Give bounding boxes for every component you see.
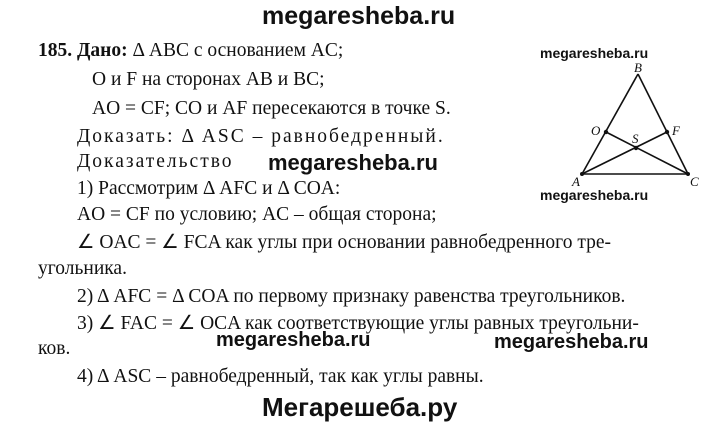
step-4: 4) Δ ASC – равнобедренный, так как углы равны. bbox=[77, 366, 484, 387]
segment-AF bbox=[582, 132, 667, 174]
watermark-diagram-top: megaresheba.ru bbox=[540, 45, 649, 61]
point-F bbox=[665, 130, 669, 134]
side-BC bbox=[638, 74, 688, 174]
watermark-top: megaresheba.ru bbox=[262, 2, 456, 30]
point-S bbox=[634, 146, 638, 150]
label-B: B bbox=[634, 62, 642, 75]
step-1d: угольника. bbox=[38, 258, 127, 279]
watermark-bottom: Мегарешеба.ру bbox=[262, 392, 458, 422]
segment-CO bbox=[606, 132, 688, 174]
watermark-mid: megaresheba.ru bbox=[268, 150, 438, 175]
step-3a: 3) ∠ FAC = ∠ OCA как соответствующие углы равных треугольни- bbox=[77, 313, 639, 334]
point-O bbox=[604, 130, 608, 134]
step-3b: ков. bbox=[38, 338, 71, 359]
step-1b: AO = CF по условию; AC – общая сторона; bbox=[77, 204, 437, 225]
watermark-low-left: megaresheba.ru bbox=[216, 329, 371, 351]
step-2: 2) Δ AFC = Δ COA по первому признаку равенства треугольников. bbox=[77, 286, 626, 307]
label-A: A bbox=[572, 174, 580, 189]
proof-label: Доказательство bbox=[77, 151, 234, 172]
prove-line: Доказать: Δ ASC – равнобедренный. bbox=[77, 126, 445, 147]
given-label: Дано: bbox=[77, 40, 128, 61]
watermark-low-right: megaresheba.ru bbox=[494, 331, 649, 353]
step-1c: ∠ OAC = ∠ FCA как углы при основании равнобедренного тре- bbox=[77, 232, 611, 253]
step-1a: 1) Рассмотрим Δ AFC и Δ COA: bbox=[77, 178, 341, 199]
problem-number: 185. bbox=[38, 40, 73, 61]
watermark-diagram-bottom: megaresheba.ru bbox=[540, 187, 649, 203]
label-S: S bbox=[632, 131, 639, 146]
given-line-1 bbox=[38, 40, 343, 62]
given-text-1: Δ ABC с основанием AC; bbox=[132, 40, 344, 61]
label-C: C bbox=[690, 174, 699, 189]
triangle-diagram bbox=[560, 62, 710, 190]
label-O: O bbox=[591, 123, 601, 138]
given-line-3: AO = CF; CO и AF пересекаются в точке S. bbox=[92, 98, 451, 119]
label-F: F bbox=[672, 123, 680, 138]
point-A bbox=[580, 172, 584, 176]
given-line-2: O и F на сторонах AB и BC; bbox=[92, 69, 325, 90]
